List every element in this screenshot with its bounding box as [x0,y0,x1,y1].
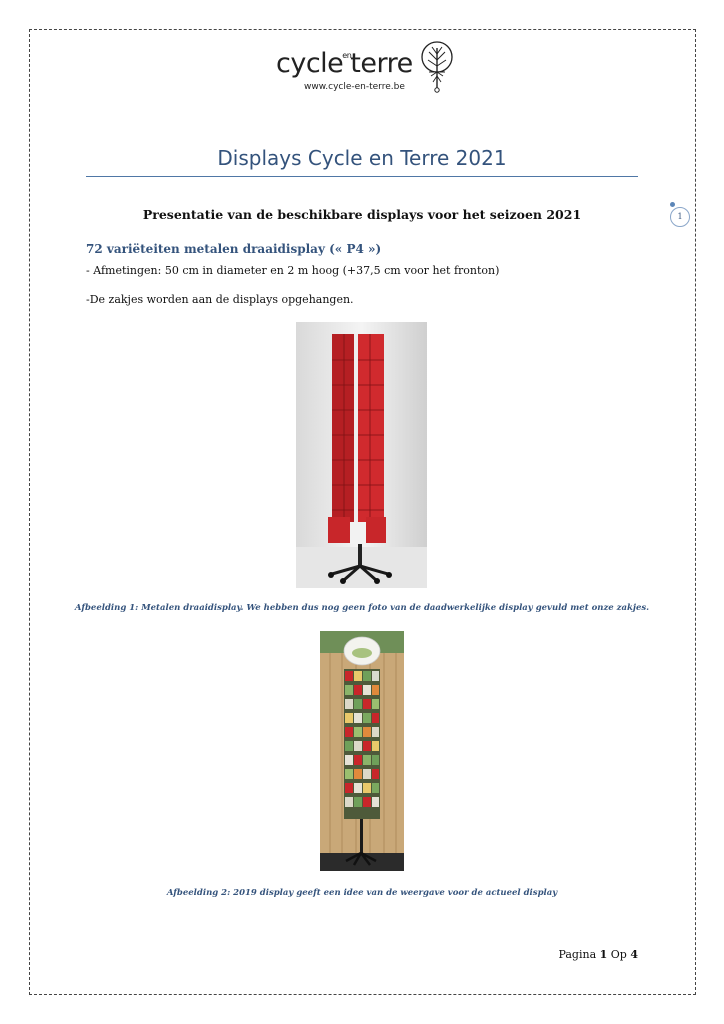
page-number-badge: 1 [670,207,690,227]
dimensions-line: - Afmetingen: 50 cm in diameter en 2 m hoog (+37,5 cm voor het fronton) [86,264,500,277]
bags-line: -De zakjes worden aan de displays opgehangen. [86,293,354,306]
logo-wordmark: cycle$^{en}$terre [276,48,413,79]
title-divider [86,176,638,177]
cycle-en-terre-logo [276,42,456,98]
page-footer: Pagina 1 Op 4 [558,948,638,961]
document-title: Displays Cycle en Terre 2021 [217,146,507,170]
figure-2-caption: Afbeelding 2: 2019 display geeft een idee van de weergave voor de actueel display [166,888,558,898]
document-subtitle: Presentatie van de beschikbare displays voor het seizoen 2021 [142,207,582,222]
figure-2019-display-photo [320,631,404,871]
figure-1-caption: Afbeelding 1: Metalen draaidisplay. We hebben dus nog geen foto van de daadwerkelijke display gevuld met onze zakjes. [74,603,650,613]
figure-metal-display-render [296,322,427,588]
tree-icon [420,40,454,94]
logo-url: www.cycle-en-terre.be [304,82,405,92]
comment-marker-dot [670,202,675,207]
section-heading: 72 variëteiten metalen draaidisplay (« P4 ») [86,242,382,256]
